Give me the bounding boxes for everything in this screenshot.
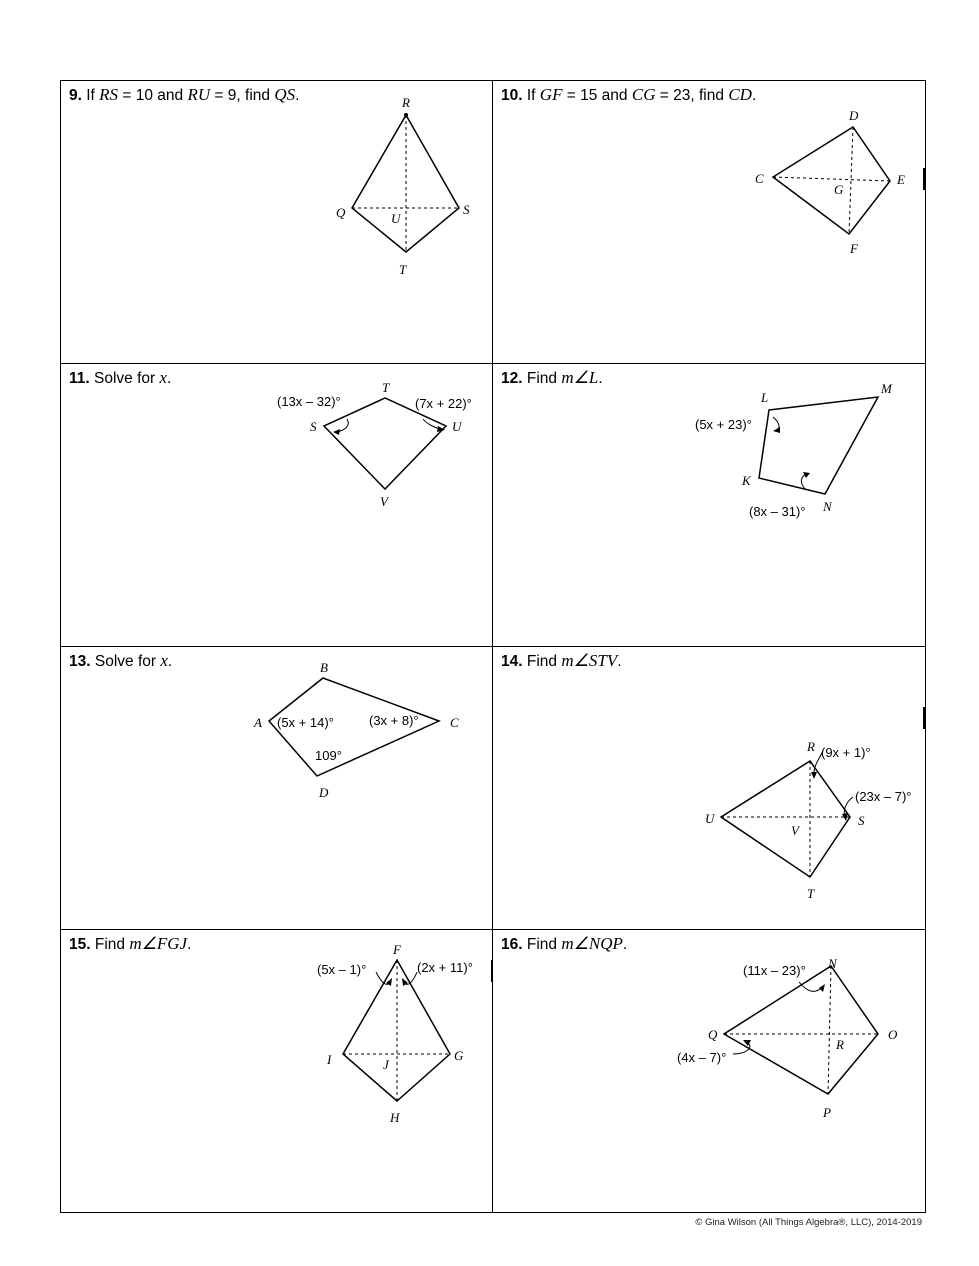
- vertex-label-d: D: [319, 785, 329, 800]
- kite-outline: [721, 761, 850, 877]
- vertex-label-m: M: [881, 381, 892, 396]
- quadrilateral-figure-12: [493, 364, 925, 647]
- vertex-label-t: T: [382, 380, 390, 395]
- angle-label-q: (4x – 7)°: [677, 1050, 727, 1065]
- problem-14-prompt: 14. Find m∠STV.: [501, 651, 622, 670]
- quadrilateral-outline: [759, 397, 878, 494]
- vertex-label-k: K: [742, 473, 751, 488]
- vertex-label-r: R: [402, 95, 410, 110]
- vertex-label-q: Q: [708, 1027, 718, 1042]
- angle-arrow-s: [333, 429, 340, 435]
- vertex-label-n: N: [828, 956, 837, 971]
- angle-label-r: (9x + 1)°: [821, 745, 871, 760]
- angle-label-left: (5x – 1)°: [317, 962, 367, 977]
- vertex-label-n: N: [823, 499, 832, 514]
- problem-9-prompt: 9. If RS = 10 and RU = 9, find QS.: [69, 85, 300, 104]
- angle-arrow-l: [773, 427, 780, 433]
- kite-figure-11: [61, 364, 493, 647]
- vertex-label-s: S: [310, 419, 317, 434]
- problem-12: [493, 364, 925, 647]
- vertex-label-v: V: [380, 494, 388, 509]
- diagonal-df: [849, 127, 853, 234]
- problem-12-prompt: 12. Find m∠L.: [501, 368, 603, 387]
- angle-arrow-r: [811, 772, 817, 779]
- vertex-label-p: P: [823, 1105, 831, 1120]
- vertex-label-f: F: [850, 241, 858, 256]
- vertex-label-l: L: [761, 390, 769, 405]
- vertex-label-e: E: [897, 172, 905, 187]
- problem-11-prompt: 11. Solve for x.: [69, 368, 172, 387]
- angle-label-c: (3x + 8)°: [369, 713, 419, 728]
- vertex-label-r: R: [807, 739, 815, 754]
- vertex-label-o: O: [888, 1027, 898, 1042]
- angle-arrow-n: [819, 984, 825, 992]
- problem-13: [61, 647, 493, 930]
- angle-label-right: (2x + 11)°: [417, 960, 473, 975]
- problem-16: [493, 930, 925, 1212]
- kite-figure-13: [61, 647, 493, 930]
- copyright-footer: © Gina Wilson (All Things Algebra®, LLC), 2014-2019: [695, 1217, 922, 1228]
- vertex-label-v: V: [791, 823, 799, 838]
- vertex-label-j: J: [383, 1057, 389, 1072]
- vertex-label-c: C: [755, 171, 764, 186]
- vertex-label-c: C: [450, 715, 459, 730]
- vertex-label-s: S: [463, 202, 470, 217]
- kite-figure-9: [61, 81, 493, 364]
- vertex-label-f: F: [393, 942, 401, 957]
- angle-label-s: (23x – 7)°: [855, 789, 912, 804]
- scan-edge-mark: [923, 707, 925, 729]
- kite-outline: [343, 960, 450, 1101]
- vertex-label-i: I: [327, 1052, 332, 1067]
- kite-outline: [773, 127, 890, 234]
- vertex-label-d: D: [849, 108, 859, 123]
- vertex-label-q: Q: [336, 205, 346, 220]
- angle-label-s: (13x – 32)°: [277, 394, 341, 409]
- vertex-dot: [404, 113, 408, 117]
- angle-label-n: (11x – 23)°: [743, 963, 806, 978]
- worksheet-grid: [60, 80, 926, 1213]
- kite-figure-14: [493, 647, 925, 930]
- problem-15: [61, 930, 493, 1212]
- vertex-label-t: T: [807, 886, 815, 901]
- vertex-label-h: H: [390, 1110, 400, 1125]
- kite-figure-15: [61, 930, 493, 1213]
- vertex-label-u: U: [391, 211, 401, 226]
- vertex-label-u: U: [705, 811, 715, 826]
- problem-11: [61, 364, 493, 647]
- angle-label-u: (7x + 22)°: [415, 396, 472, 411]
- vertex-label-s: S: [858, 813, 865, 828]
- kite-outline: [324, 398, 446, 489]
- vertex-label-t: T: [399, 262, 407, 277]
- problem-13-prompt: 13. Solve for x.: [69, 651, 173, 670]
- angle-label-l: (5x + 23)°: [695, 417, 752, 432]
- vertex-label-r: R: [836, 1037, 844, 1052]
- problem-16-prompt: 16. Find m∠NQP.: [501, 934, 628, 953]
- problem-10: [493, 81, 925, 364]
- kite-outline: [724, 966, 878, 1094]
- kite-figure-10: [493, 81, 925, 364]
- angle-label-d: 109°: [315, 748, 342, 763]
- vertex-label-g: G: [834, 182, 844, 197]
- vertex-label-a: A: [254, 715, 262, 730]
- diagonal-np: [828, 966, 831, 1094]
- problem-9: [61, 81, 493, 364]
- angle-label-a: (5x + 14)°: [277, 715, 334, 730]
- problem-10-prompt: 10. If GF = 15 and CG = 23, find CD.: [501, 85, 757, 104]
- problem-14: [493, 647, 925, 930]
- scan-edge-mark: [491, 960, 493, 982]
- vertex-label-g: G: [454, 1048, 464, 1063]
- scan-edge-mark: [923, 168, 925, 190]
- problem-15-prompt: 15. Find m∠FGJ.: [69, 934, 192, 953]
- angle-label-n: (8x – 31)°: [749, 504, 806, 519]
- vertex-label-u: U: [452, 419, 462, 434]
- diagonal-ce: [773, 177, 890, 181]
- vertex-label-b: B: [320, 660, 328, 675]
- kite-figure-16: [493, 930, 925, 1213]
